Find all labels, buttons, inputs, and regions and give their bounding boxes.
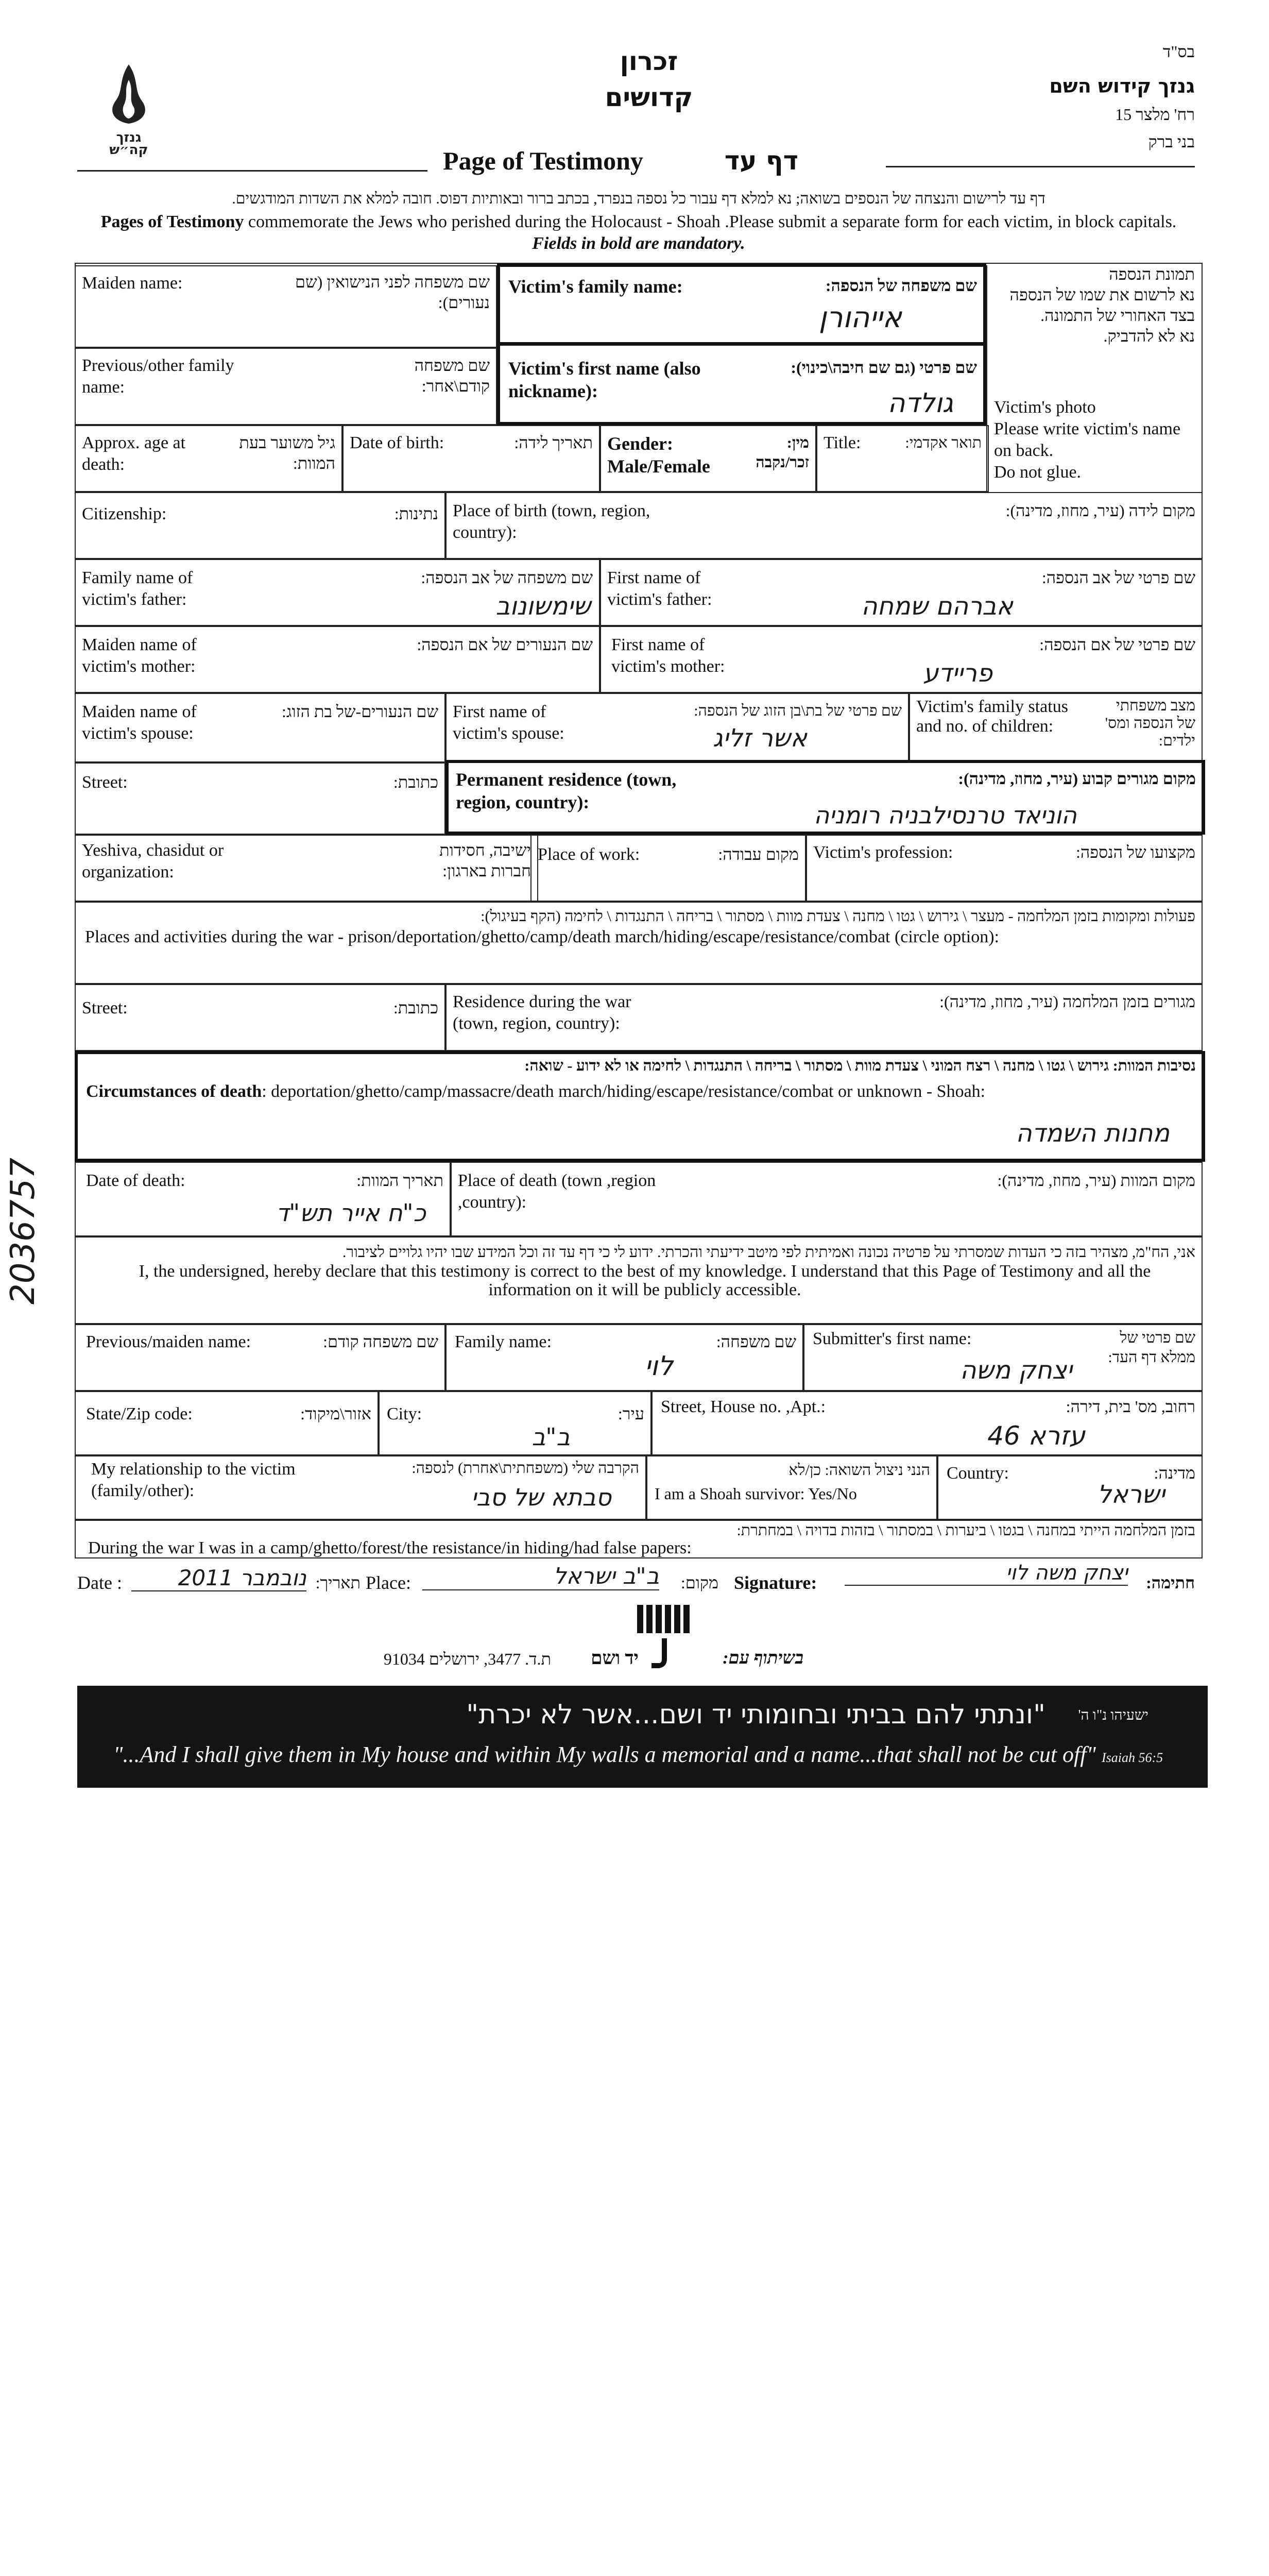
birth-place-label-he: מקום לידה (עיר, מחוז, מדינה): <box>1005 501 1195 520</box>
quote-he-text: "ונתתי להם בביתי ובחומותי יד ושם...אשר לא יכרת" <box>466 1699 1045 1730</box>
submitter-family-name-field[interactable] <box>445 1324 803 1391</box>
war-street-label-en: Street: <box>82 998 128 1018</box>
activities-label-he: פעולות ומקומות בזמן המלחמה - מעצר \ גירוש \ גטו \ מחנה \ צעדת מוות \ מסתור \ בריחה \ התנגדות \ לחימה (הקף בעיגול): <box>481 908 1195 925</box>
death-date-label-en: Date of death: <box>86 1171 185 1190</box>
work-field[interactable] <box>530 835 806 902</box>
war-location-label-he: בזמן המלחמה הייתי במחנה \ בגטו \ ביערות \ במסתור \ בזהות בדויה \ במחתרת: <box>736 1522 1195 1539</box>
instructions-en-text: commemorate the Jews who perished during the Holocaust - Shoah .Please submit a separate form for each victim, in block capitals. <box>244 212 1177 231</box>
victim-first-name-value: גולדה <box>887 388 953 419</box>
work-label-he: מקום עבודה: <box>718 845 799 863</box>
birth-place-field[interactable] <box>445 492 1203 559</box>
victim-family-name-value: אייהורן <box>818 301 902 334</box>
survivor-label-en: I am a Shoah survivor: Yes/No <box>655 1484 857 1503</box>
signature-value[interactable]: יצחק משה לוי <box>845 1561 1128 1586</box>
relationship-label-he: הקרבה שלי (משפחתית\אחרת) לנספה: <box>411 1460 639 1477</box>
dob-label-en: Date of birth: <box>350 433 444 452</box>
submitter-family-name-label-en: Family name: <box>455 1332 552 1351</box>
death-circumstances-field[interactable] <box>75 1051 1205 1162</box>
quote-he-ref: ישעיהו נ"ו ה' <box>1078 1707 1148 1723</box>
previous-name-label-en: Previous/other family name: <box>82 356 234 397</box>
death-place-field[interactable] <box>451 1162 1203 1236</box>
spouse-first-field[interactable] <box>445 693 909 762</box>
residence-label-he: מקום מגורים קבוע (עיר, מחוז, מדינה): <box>958 769 1196 788</box>
partner-label-he: בשיתוף עם: <box>723 1649 803 1668</box>
yadvashem-logo <box>631 1602 698 1672</box>
war-residence-field[interactable] <box>445 984 1203 1051</box>
page-title-he: דף עד <box>724 146 798 176</box>
age-label-en: Approx. age at death: <box>82 433 186 474</box>
spouse-first-label-he: שם פרטי של בת\בן הזוג של הנספה: <box>694 702 902 719</box>
yadvashem-address: ת.ד. 3477, ירושלים 91034 <box>383 1650 551 1668</box>
profession-field[interactable] <box>806 835 1203 902</box>
profession-label-en: Victim's profession: <box>813 843 953 862</box>
family-status-label-he: מצב משפחתי של הנספה ומס' ילדים: <box>1105 697 1195 749</box>
submitter-prev-name-field[interactable] <box>75 1324 445 1391</box>
yadvashem-name: יד ושם <box>591 1648 639 1668</box>
quote-en-text: "...And I shall give them in My house and within My walls a memorial and a name...that shall not be cut off" <box>113 1742 1096 1767</box>
declaration-block <box>75 1236 1203 1324</box>
family-status-field[interactable] <box>909 693 1203 762</box>
declaration-he: אני, הח"מ, מצהיר בזה כי העדות שמסרתי על פרטיה נכונה ואמיתית לפי מיטב ידיעתי והכרתי. ידוע לי כי דף עד זה וכל המידע שבו יהיו גלויים לציבור. <box>342 1244 1195 1261</box>
profession-label-he: מקצועו של הנספה: <box>1075 843 1195 861</box>
submitter-family-name-value: לוי <box>644 1351 673 1382</box>
mother-first-label-he: שם פרטי של אם הנספה: <box>1039 635 1195 654</box>
survivor-field[interactable] <box>646 1455 937 1520</box>
residence-value: הוניאד טרנסילבניה רומניה <box>814 801 1077 829</box>
birth-place-label-en: Place of birth (town, region, country): <box>453 501 650 542</box>
relationship-value: סבתא של סבי <box>471 1483 611 1511</box>
header-rule-left <box>77 170 427 172</box>
father-family-field[interactable] <box>75 559 600 626</box>
place-label-he: מקום: <box>680 1573 718 1592</box>
previous-name-field[interactable] <box>75 348 497 425</box>
victim-family-name-label-he: שם משפחה של הנספה: <box>825 276 977 295</box>
country-label-en: Country: <box>947 1464 1009 1483</box>
death-date-field[interactable] <box>75 1162 451 1236</box>
instructions-en <box>82 211 1195 255</box>
victim-first-name-label-en: Victim's first name (also nickname): <box>508 358 701 401</box>
yeshiva-label-en: Yeshiva, chasidut or organization: <box>82 841 224 882</box>
title-label-en: Title: <box>824 433 861 452</box>
permanent-residence-field[interactable] <box>445 760 1205 835</box>
title-label-he: תואר אקדמי: <box>905 434 982 451</box>
photo-he-1: תמונת הנספה <box>1109 265 1195 283</box>
svg-text:גנזך: גנזך <box>116 130 142 145</box>
submitter-first-name-label-he: שם פרטי של ממלא דף העד: <box>1108 1329 1195 1366</box>
photo-he-3: נא לא להדביק. <box>1103 327 1195 345</box>
title-he-line2: קדושים <box>605 82 693 112</box>
activities-field[interactable] <box>75 902 1203 984</box>
city-value: ב"ב <box>531 1423 570 1451</box>
photo-en-3: Do not glue. <box>994 463 1082 482</box>
mother-first-label-en: First name of victim's mother: <box>611 635 725 676</box>
father-family-label-he: שם משפחה של אב הנספה: <box>421 568 593 587</box>
submitter-street-value: עזרא 46 <box>987 1421 1085 1451</box>
country-label-he: מדינה: <box>1154 1464 1195 1482</box>
quote-banner <box>77 1686 1208 1788</box>
street-label-he: כתובת: <box>393 773 438 791</box>
death-circ-label-he: נסיבות המוות: גירוש \ גטו \ מחנה \ רצח המוני \ צעדת מוות \ מסתור \ בריחה \ התנגדות \ לחימה או לא ידוע - שואה: <box>524 1057 1196 1074</box>
dob-label-he: תאריך לידה: <box>514 433 593 452</box>
margin-number: 2036757 <box>4 1157 42 1304</box>
header-rule-right <box>886 166 1195 167</box>
submitter-family-name-label-he: שם משפחה: <box>716 1332 796 1351</box>
photo-box <box>986 265 1203 492</box>
death-date-label-he: תאריך המוות: <box>356 1171 443 1190</box>
citizenship-label-he: נתינות: <box>394 504 438 523</box>
street-label-en: Street: <box>82 773 128 792</box>
maiden-name-label-he: שם משפחה לפני הנישואין (שם נעורים): <box>295 273 490 312</box>
zip-label-he: אזור\מיקוד: <box>300 1404 371 1423</box>
spouse-maiden-label-he: שם הנעורים-של בת הזוג: <box>282 702 438 721</box>
zip-field[interactable] <box>75 1391 379 1455</box>
father-first-label-he: שם פרטי של אב הנספה: <box>1041 568 1195 587</box>
declaration-en: I, the undersigned, hereby declare that this testimony is correct to the best of my knowledge. I understand that this Page of Testimony and all the information on it will be publicly accessible. <box>139 1262 1151 1299</box>
street-field[interactable] <box>75 762 445 835</box>
mother-first-value: פריידע <box>923 659 992 688</box>
father-first-field[interactable] <box>600 559 1203 626</box>
gender-label-en: Gender: Male/Female <box>607 433 710 477</box>
citizenship-field[interactable] <box>75 492 445 559</box>
survivor-label-he: הנני ניצול השואה: כן/לא <box>788 1462 930 1479</box>
age-field[interactable] <box>75 425 342 492</box>
war-residence-label-en: Residence during the war (town, region, country): <box>453 992 631 1033</box>
city-label-en: City: <box>387 1404 422 1423</box>
menorah-icon <box>631 1602 698 1672</box>
submitter-first-name-label-en: Submitter's first name: <box>813 1329 972 1348</box>
death-circ-label-en-bold: Circumstances of death <box>86 1082 262 1101</box>
gender-label-he: מין: זכר/נקבה <box>756 434 809 471</box>
city-label-he: עיר: <box>618 1404 644 1423</box>
death-date-value: כ"ח אייר תש"ד <box>276 1199 426 1227</box>
death-circ-label-en-text: : deportation/ghetto/camp/massacre/death march/hiding/escape/resistance/combat or unknown - Shoah: <box>262 1082 986 1101</box>
gender-field[interactable] <box>600 425 816 492</box>
victim-first-name-label-he: שם פרטי (גם שם חיבה\כינוי): <box>791 358 977 377</box>
instructions-en-mandatory: Fields in bold are mandatory. <box>532 234 745 253</box>
submitter-street-field[interactable] <box>651 1391 1203 1455</box>
victim-family-name-field[interactable] <box>497 264 986 345</box>
war-location-label-en: During the war I was in a camp/ghetto/forest/the resistance/in hiding/had false papers: <box>88 1538 692 1557</box>
date-label-he: תאריך: <box>315 1573 361 1592</box>
country-value: ישראל <box>1097 1480 1165 1509</box>
country-field[interactable] <box>937 1455 1203 1520</box>
victim-family-name-label-en: Victim's family name: <box>508 276 683 297</box>
maiden-name-field[interactable] <box>75 265 497 348</box>
submitter-first-name-value: יצחק משה <box>960 1356 1072 1385</box>
spouse-maiden-field[interactable] <box>75 693 445 762</box>
family-status-label-en: Victim's family status and no. of children: <box>916 697 1068 736</box>
mother-maiden-label-he: שם הנעורים של אם הנספה: <box>417 635 593 654</box>
war-residence-label-he: מגורים בזמן המלחמה (עיר, מחוז, מדינה): <box>939 992 1195 1011</box>
photo-he-2: נא לרשום את שמו של הנספה בצד האחורי של התמונה. <box>1009 285 1195 325</box>
flame-icon <box>93 59 165 157</box>
war-location-field[interactable] <box>75 1520 1203 1558</box>
mother-maiden-field[interactable] <box>75 626 600 693</box>
photo-en-1: Victim's photo <box>994 398 1096 417</box>
instructions-en-bold: Pages of Testimony <box>100 212 244 231</box>
death-place-label-en: Place of death (town ,region ,country): <box>458 1171 656 1212</box>
maiden-name-label-en: Maiden name: <box>82 274 183 293</box>
age-label-he: גיל משוער בעת המוות: <box>239 433 335 472</box>
signature-label-he: חתימה: <box>1146 1573 1195 1592</box>
father-first-value: אברהם שמחה <box>861 592 1013 621</box>
previous-name-label-he: שם משפחה קודם\אחר: <box>414 356 490 395</box>
father-family-label-en: Family name of victim's father: <box>82 568 193 609</box>
photo-en-2: Please write victim's name on back. <box>994 419 1181 460</box>
title-he-line1: זכרון <box>620 46 678 76</box>
father-first-label-en: First name of victim's father: <box>607 568 712 609</box>
mother-first-field[interactable] <box>600 626 1203 693</box>
quote-he <box>77 1699 1045 1730</box>
zip-label-en: State/Zip code: <box>86 1404 193 1423</box>
mother-maiden-label-en: Maiden name of victim's mother: <box>82 635 197 676</box>
quote-en <box>113 1741 1205 1768</box>
place-value[interactable]: ב"ב ישראל <box>422 1563 659 1590</box>
activities-label-en: Places and activities during the war - prison/deportation/ghetto/camp/death march/hiding/escape/resistance/combat (circle option): <box>85 927 999 946</box>
date-label: Date : <box>77 1572 122 1593</box>
instructions-he: דף עד לרישום והנצחה של הנספים בשואה; נא למלא דף עבור כל נספה בנפרד, בכתב ברור ובאותיות דפוס. חובה למלא את השדות המודגשים. <box>232 190 1045 207</box>
date-value[interactable]: נובמבר 2011 <box>131 1565 306 1591</box>
svg-text:קה״ש: קה״ש <box>109 142 148 157</box>
city-field[interactable] <box>379 1391 651 1455</box>
dob-field[interactable] <box>342 425 600 492</box>
war-street-label-he: כתובת: <box>393 998 438 1017</box>
page-title-en: Page of Testimony <box>443 146 643 175</box>
death-circ-value: מחנות השמדה <box>1016 1119 1170 1148</box>
submitter-street-label-en: Street, House no. ,Apt.: <box>661 1397 826 1416</box>
war-street-field[interactable] <box>75 984 445 1051</box>
archive-name: גנזך קידוש השם <box>1049 75 1195 97</box>
victim-first-name-field[interactable] <box>497 343 986 425</box>
work-label-en: Place of work: <box>538 845 640 864</box>
quote-en-ref: Isaiah 56:5 <box>1101 1750 1163 1765</box>
submitter-prev-name-label-en: Previous/maiden name: <box>86 1332 251 1351</box>
submitter-prev-name-label-he: שם משפחה קודם: <box>323 1332 438 1351</box>
death-place-label-he: מקום המוות (עיר, מחוז, מדינה): <box>997 1171 1195 1190</box>
archive-street: רח' מלצר 15 <box>1115 105 1195 124</box>
residence-label-en: Permanent residence (town, region, country): <box>456 769 677 812</box>
submitter-street-label-he: רחוב, מס' בית, דירה: <box>1066 1397 1195 1416</box>
title-field[interactable] <box>816 425 989 492</box>
death-circ-label-en <box>86 1081 1198 1103</box>
spouse-first-label-en: First name of victim's spouse: <box>453 702 564 743</box>
archive-city: בני ברק <box>1148 132 1195 151</box>
yeshiva-field[interactable] <box>75 835 538 902</box>
spouse-first-value: אשר זליג <box>713 724 807 753</box>
submitter-first-name-field[interactable] <box>803 1324 1203 1391</box>
logo <box>93 59 165 157</box>
signature-label: Signature: <box>734 1572 817 1593</box>
yeshiva-label-he: ישיבה, חסידות חברות בארגון: <box>439 841 531 880</box>
place-label: Place: <box>366 1572 411 1593</box>
spouse-maiden-label-en: Maiden name of victim's spouse: <box>82 702 197 743</box>
relationship-field[interactable] <box>75 1455 646 1520</box>
citizenship-label-en: Citizenship: <box>82 504 167 523</box>
bsd: בס"ד <box>1162 42 1195 61</box>
father-family-value: שימשונוב <box>495 592 591 621</box>
relationship-label-en: My relationship to the victim (family/other): <box>91 1460 296 1500</box>
